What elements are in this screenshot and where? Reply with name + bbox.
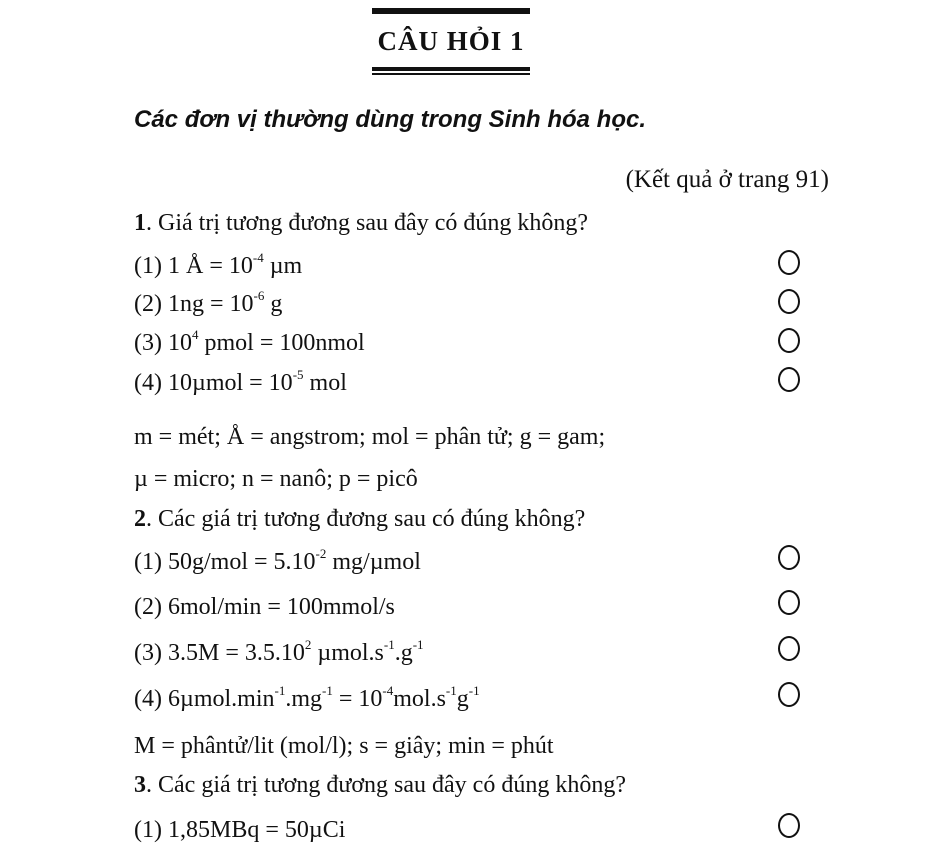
title-bottom-rule xyxy=(372,67,530,71)
q2-item-3-exp-1: 2 xyxy=(304,637,312,652)
q1-item-1-exponent: -4 xyxy=(252,250,264,265)
q1-item-3-text: (3) 10 xyxy=(134,330,192,356)
q2-item-1-answer-circle[interactable] xyxy=(778,545,800,570)
q2-legend: M = phântử/lit (mol/l); s = giây; min = phút xyxy=(134,733,554,759)
q2-item-1-text: (1) 50g/mol = 5.10 xyxy=(134,549,316,575)
q2-item-4-answer-circle[interactable] xyxy=(778,682,800,707)
q2-item-2-answer-circle[interactable] xyxy=(778,590,800,615)
q1-legend-line-1: m = mét; Å = angstrom; mol = phân tử; g = gam; xyxy=(134,424,606,450)
q1-item-3-unit: pmol = 100nmol xyxy=(198,330,365,356)
q1-item-2-answer-circle[interactable] xyxy=(778,289,800,314)
q1-item-2-unit: g xyxy=(264,291,283,317)
q1-item-4-answer-circle[interactable] xyxy=(778,367,800,392)
q1-item-1 xyxy=(134,250,303,280)
q2-item-4-exp-4: -1 xyxy=(445,683,457,698)
q2-item-4-text: (4) 6µmol.min xyxy=(134,686,275,712)
q2-item-4-part-5: g xyxy=(456,686,469,712)
page-subtitle: Các đơn vị thường dùng trong Sinh hóa học. xyxy=(134,106,646,133)
q2-item-4-part-4: mol.s xyxy=(393,686,446,712)
q2-item-1-exponent: -2 xyxy=(315,546,327,561)
question-2-number: 2 xyxy=(134,506,146,532)
q1-legend-line-2: µ = micro; n = nanô; p = picô xyxy=(134,466,418,492)
q2-item-4-exp-5: -1 xyxy=(468,683,480,698)
question-1 xyxy=(134,210,588,237)
q1-item-2-text: (2) 1ng = 10 xyxy=(134,291,254,317)
q1-item-4 xyxy=(134,367,347,397)
question-3-text: . Các giá trị tương đương sau đây có đúng không? xyxy=(146,772,626,798)
title-block xyxy=(372,6,530,75)
q1-item-2-exponent: -6 xyxy=(253,288,265,303)
page-title: CÂU HỎI 1 xyxy=(377,26,525,56)
q2-item-3-exp-3: -1 xyxy=(412,637,424,652)
q3-item-1: (1) 1,85MBq = 50µCi xyxy=(134,817,346,843)
q2-item-2-text: (2) 6mol/min = 100mmol/s xyxy=(134,594,395,620)
q1-item-1-text: (1) 1 Å = 10 xyxy=(134,253,253,279)
q2-item-3-exp-2: -1 xyxy=(383,637,395,652)
question-3-number: 3 xyxy=(134,772,146,798)
q1-item-4-text: (4) 10µmol = 10 xyxy=(134,370,293,396)
answer-reference: (Kết quả ở trang 91) xyxy=(625,166,829,193)
question-1-number: 1 xyxy=(134,210,146,236)
q3-item-1-answer-circle[interactable] xyxy=(778,813,800,838)
question-2 xyxy=(134,506,585,533)
q1-item-3 xyxy=(134,327,365,357)
q2-item-2 xyxy=(134,594,395,621)
q2-item-1 xyxy=(134,546,421,576)
question-3 xyxy=(134,772,626,799)
q2-item-4 xyxy=(134,683,480,713)
q1-item-4-unit: mol xyxy=(303,370,347,396)
q2-item-4-part-3: = 10 xyxy=(332,686,383,712)
q2-item-3-text: (3) 3.5M = 3.5.10 xyxy=(134,640,305,666)
title-bottom-rule-thin xyxy=(372,73,530,75)
question-1-text: . Giá trị tương đương sau đây có đúng không? xyxy=(146,210,588,236)
q1-item-3-answer-circle[interactable] xyxy=(778,328,800,353)
q2-item-4-exp-1: -1 xyxy=(274,683,286,698)
q1-item-4-exponent: -5 xyxy=(292,367,304,382)
q2-item-1-unit: mg/µmol xyxy=(326,549,421,575)
q2-item-3-unit-2: .g xyxy=(394,640,413,666)
q2-item-3-unit-1: µmol.s xyxy=(311,640,384,666)
q2-item-3-answer-circle[interactable] xyxy=(778,636,800,661)
q2-item-3 xyxy=(134,637,424,667)
q2-item-4-exp-2: -1 xyxy=(322,683,333,698)
q2-item-4-part-2: .mg xyxy=(285,686,322,712)
q1-item-2 xyxy=(134,288,283,318)
q2-item-4-exp-3: -4 xyxy=(382,683,394,698)
q1-item-1-answer-circle[interactable] xyxy=(778,250,800,275)
q1-item-1-unit: µm xyxy=(263,253,303,279)
question-2-text: . Các giá trị tương đương sau có đúng không? xyxy=(146,506,586,532)
q1-item-3-exponent: 4 xyxy=(191,327,199,342)
